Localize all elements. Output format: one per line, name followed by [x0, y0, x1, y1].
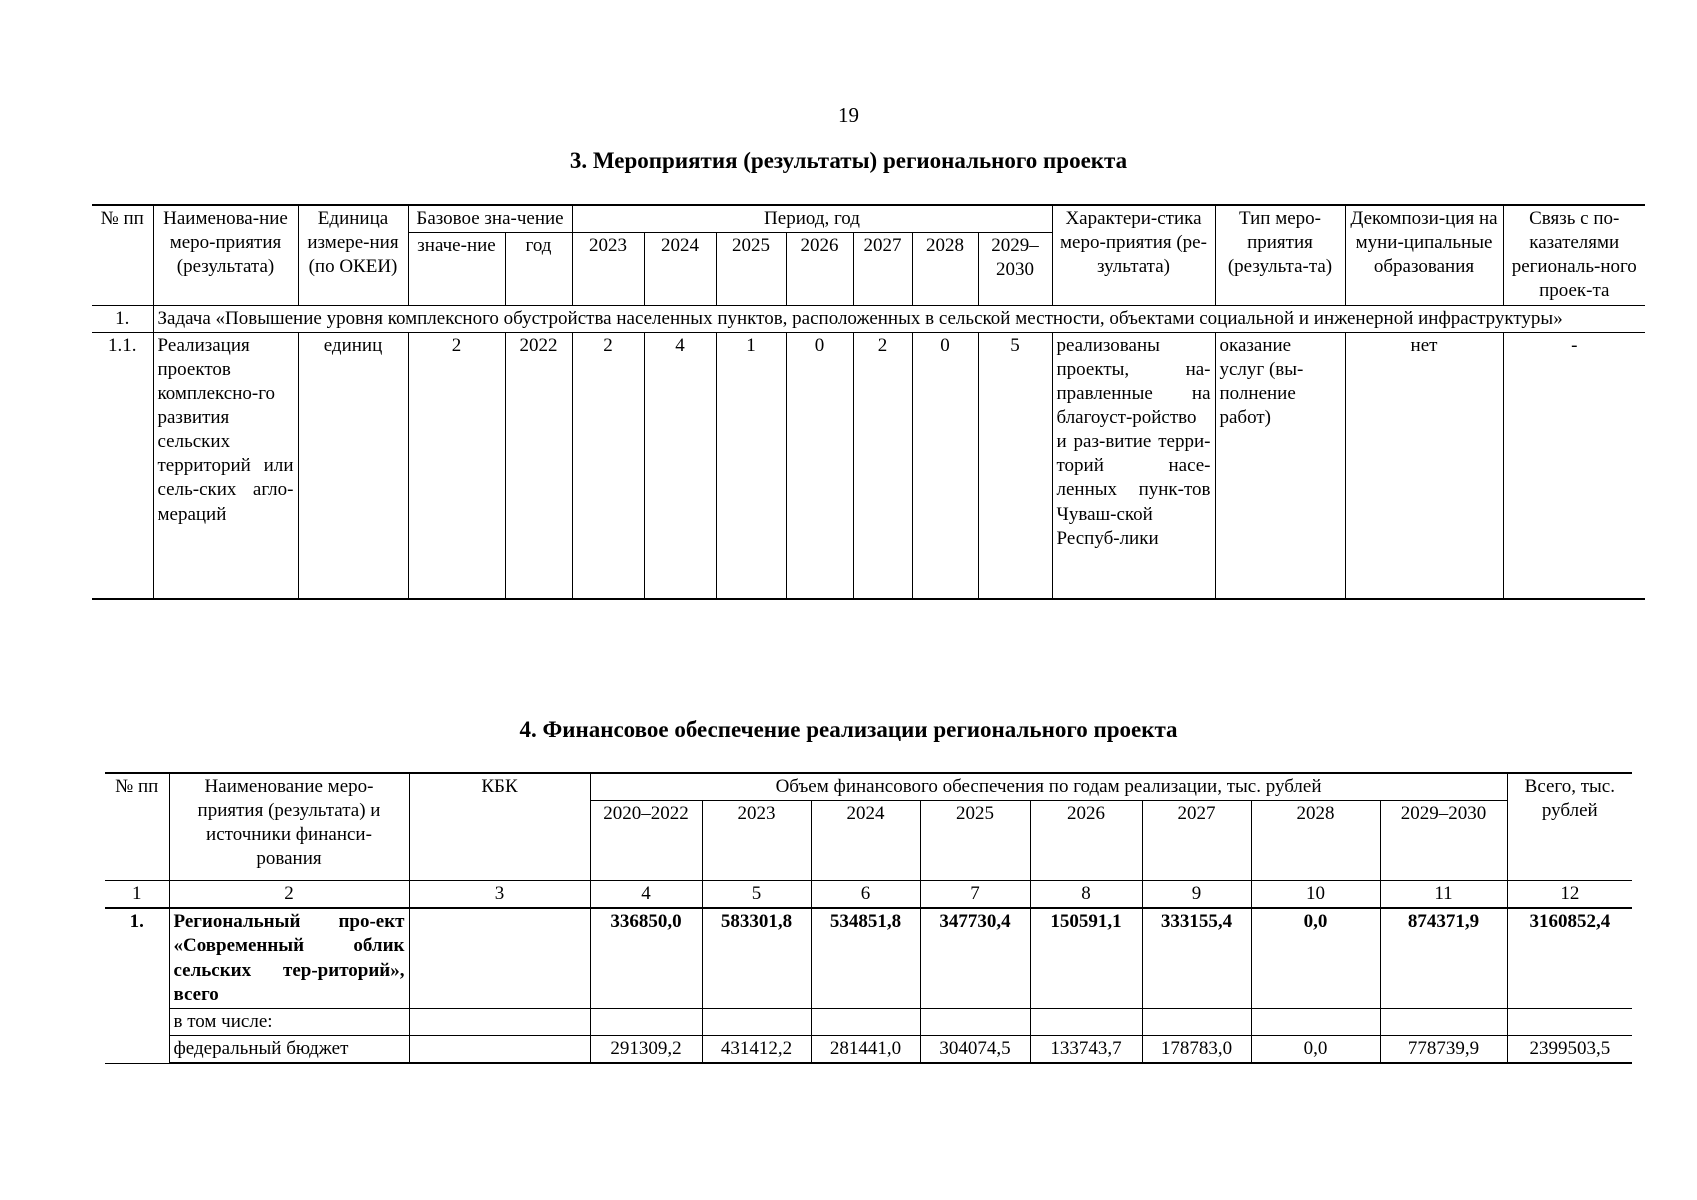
hdr-num: № пп [105, 773, 169, 881]
row-year-value: 0 [912, 332, 978, 599]
hdr-kbk: КБК [409, 773, 590, 881]
hdr-year: 2023 [702, 801, 811, 881]
row-year-value: 4 [644, 332, 716, 599]
including-label: в том числе: [169, 1008, 409, 1035]
hdr-year: 2029–2030 [978, 233, 1052, 305]
column-number: 5 [702, 881, 811, 909]
row-activity-name: Реализация проектов комплексно-го развития сельских территорий или сель-ских агло-мераций [153, 332, 298, 599]
row-year-value: 133743,7 [1030, 1035, 1142, 1063]
hdr-year: 2026 [1030, 801, 1142, 881]
page-number: 19 [838, 103, 859, 127]
row-type: оказание услуг (вы-полнение работ) [1215, 332, 1345, 599]
hdr-year: 2028 [912, 233, 978, 305]
hdr-year: 2026 [786, 233, 853, 305]
row-year-value: 778739,9 [1380, 1035, 1507, 1063]
column-number: 4 [590, 881, 702, 909]
hdr-year: 2020–2022 [590, 801, 702, 881]
hdr-num: № пп [92, 205, 153, 305]
column-number: 2 [169, 881, 409, 909]
row-year-value: 0,0 [1251, 1035, 1380, 1063]
table-row [105, 908, 1632, 1008]
table3-header-row [92, 205, 1645, 233]
hdr-year: 2028 [1251, 801, 1380, 881]
column-number: 6 [811, 881, 920, 909]
row-year-value: 304074,5 [920, 1035, 1030, 1063]
row-kbk [409, 1035, 590, 1063]
hdr-year: 2027 [1142, 801, 1251, 881]
column-numbers-row [105, 881, 1632, 909]
row-year-value: 347730,4 [920, 908, 1030, 1008]
row-unit: единиц [298, 332, 408, 599]
row-year-value: 0,0 [1251, 908, 1380, 1008]
row-year-value: 1 [716, 332, 786, 599]
row-year-value: 281441,0 [811, 1035, 920, 1063]
hdr-unit: Единица измере-ния (по ОКЕИ) [298, 205, 408, 305]
hdr-characteristic: Характери-стика меро-приятия (ре-зультата) [1052, 205, 1215, 305]
hdr-year: 2027 [853, 233, 912, 305]
row-decomposition: нет [1345, 332, 1503, 599]
hdr-year: 2024 [644, 233, 716, 305]
row-project-name: Региональный про-ект «Современный облик сельских тер-риторий», всего [169, 908, 409, 1008]
section-3-title: 3. Мероприятия (результаты) регионального проекта [569, 148, 1128, 173]
row-year-value: 5 [978, 332, 1052, 599]
row-link: - [1503, 332, 1645, 599]
hdr-volume: Объем финансового обеспечения по годам реализации, тыс. рублей [590, 773, 1507, 801]
hdr-name-sources: Наименование меро-приятия (результата) и источники финанси-рования [169, 773, 409, 881]
column-number: 8 [1030, 881, 1142, 909]
hdr-base-year: год [505, 233, 572, 305]
hdr-period: Период, год [572, 205, 1052, 233]
row-num: 1. [105, 908, 169, 1063]
row-year-value: 2 [853, 332, 912, 599]
row-year-value: 534851,8 [811, 908, 920, 1008]
column-number: 1 [105, 881, 169, 909]
table-row [105, 1008, 1632, 1035]
hdr-link: Связь с по-казателями региональ-ного проек-та [1503, 205, 1645, 305]
task-row [92, 305, 1645, 332]
row-year-value: 583301,8 [702, 908, 811, 1008]
task-text: Задача «Повышение уровня комплексного обустройства населенных пунктов, расположенных в сельской местности, объектами социальной и инженерной инфраструктуры» [153, 305, 1645, 332]
hdr-year: 2023 [572, 233, 644, 305]
column-number: 10 [1251, 881, 1380, 909]
row-base-year: 2022 [505, 332, 572, 599]
hdr-year: 2024 [811, 801, 920, 881]
table4-header-row [105, 773, 1632, 801]
row-year-value: 336850,0 [590, 908, 702, 1008]
row-num: 1.1. [92, 332, 153, 599]
column-number: 12 [1507, 881, 1632, 909]
hdr-year: 2025 [920, 801, 1030, 881]
row-kbk [409, 908, 590, 1008]
hdr-year: 2029–2030 [1380, 801, 1507, 881]
row-base-value: 2 [408, 332, 505, 599]
hdr-decomposition: Декомпози-ция на муни-ципальные образования [1345, 205, 1503, 305]
column-number: 3 [409, 881, 590, 909]
row-total: 3160852,4 [1507, 908, 1632, 1008]
table-row [92, 332, 1645, 599]
row-year-value: 291309,2 [590, 1035, 702, 1063]
financing-table [105, 772, 1632, 1064]
table-row [105, 1035, 1632, 1063]
row-year-value: 2 [572, 332, 644, 599]
row-year-value: 178783,0 [1142, 1035, 1251, 1063]
activities-table [92, 204, 1645, 600]
column-number: 7 [920, 881, 1030, 909]
row-year-value: 150591,1 [1030, 908, 1142, 1008]
hdr-year: 2025 [716, 233, 786, 305]
row-year-value: 333155,4 [1142, 908, 1251, 1008]
column-number: 11 [1380, 881, 1507, 909]
hdr-activity-name: Наименова-ние меро-приятия (результата) [153, 205, 298, 305]
row-total: 2399503,5 [1507, 1035, 1632, 1063]
hdr-base: Базовое зна-чение [408, 205, 572, 233]
hdr-total: Всего, тыс. рублей [1507, 773, 1632, 881]
hdr-base-value: значе-ние [408, 233, 505, 305]
row-year-value: 431412,2 [702, 1035, 811, 1063]
row-year-value: 0 [786, 332, 853, 599]
row-source-name: федеральный бюджет [169, 1035, 409, 1063]
row-year-value: 874371,9 [1380, 908, 1507, 1008]
row-characteristic: реализованы проекты, на-правленные на благоуст-ройство и раз-витие терри-торий насе-ленных пунк-тов Чуваш-ской Респуб-лики [1052, 332, 1215, 599]
column-number: 9 [1142, 881, 1251, 909]
task-num: 1. [92, 305, 153, 332]
hdr-type: Тип меро-приятия (результа-та) [1215, 205, 1345, 305]
section-4-title: 4. Финансовое обеспечение реализации регионального проекта [519, 717, 1178, 742]
